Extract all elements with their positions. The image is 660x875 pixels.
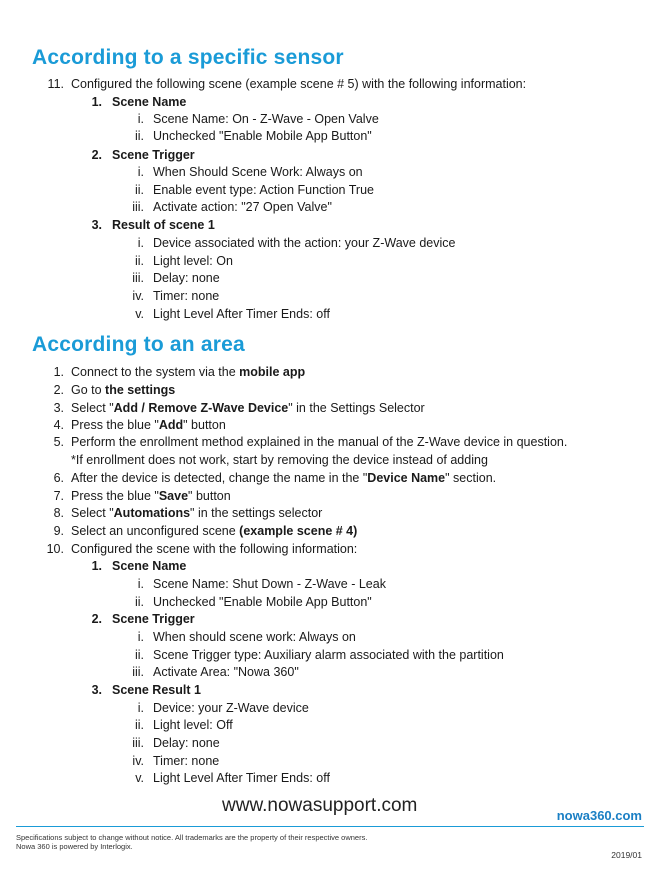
brand-link[interactable]: nowa360.com <box>556 808 642 823</box>
support-website-link[interactable]: www.nowasupport.com <box>222 795 418 816</box>
document-page: According to a specific sensor 11. Configured the following scene (example scene # 5) with the following information: 1. Scene Name i. Scene Name: On - Z-Wave - Open Valve ii. Unchecked "Enable Mobile App Button" 2. Scene Trigger i. When Should Scene Work: Always on ii. Enable event type: Action Function True iii. Activate action: "27 Open Valve" 3. Result of scene 1 i. Device associated with the action: your Z-Wave device ii. Light level: On iii. Delay: none iv. Timer: none v. Light Level After Timer Ends: off According to an area 1. Connect to the system via the mobile app 2. Go to the settings 3. Select "Add / Remove Z-Wave Device" in the Settings Selector 4. Press the blue "Add" button 5. Perform the enrollment method explained in the manual of the Z-Wave device in question. *If enrollment does not work, start by removing the device instead of adding 6. After the device is detected, change the name in the "Device Name" section. 7. Press the blue "Save" button 8. Select "Automations" in the settings selector 9. Select an unconfigured scene (example scene # 4) 10. Configured the scene with the following information: 1. Scene Name i. Scene Name: Shut Down - Z-Wave - Leak ii. Unchecked "Enable Mobile App Button" 2. Scene Trigger i. When should scene work: Always on ii. Scene Trigger type: Auxiliary alarm associated with the partition iii. Activate Area: "Nowa 360" 3. Scene Result 1 i. Device: your Z-Wave device ii. Light level: Off iii. Delay: none iv. Timer: none v. Light Level After Timer Ends: off www.nowasupport.com nowa360.com Specifications subject to change without notice. All trademarks are the property of their respective owners. Nowa 360 is powered by Interlogix. 2019/01 <box>16 46 642 860</box>
section-title-area: According to an area <box>32 333 245 356</box>
footer-divider <box>16 826 644 827</box>
document-date: 2019/01 <box>611 850 642 860</box>
section-title-specific-sensor: According to a specific sensor <box>32 46 344 69</box>
footer-powered-by: Nowa 360 is powered by Interlogix. <box>16 842 133 851</box>
footer-disclaimer: Specifications subject to change without notice. All trademarks are the property of their respective owners. <box>16 833 368 842</box>
